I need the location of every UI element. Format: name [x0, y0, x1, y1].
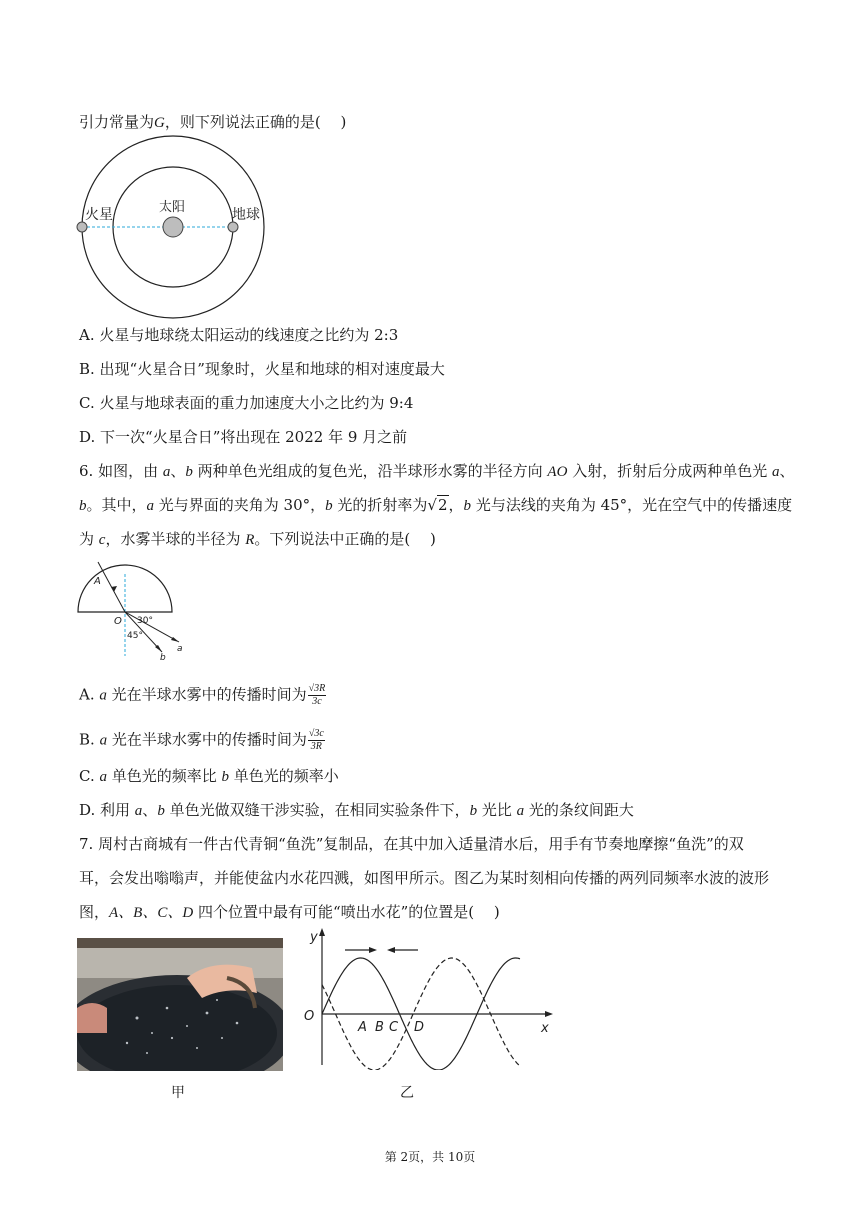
graph-caption-yi: 乙	[400, 1085, 414, 1101]
label-pos-A: A	[358, 1020, 367, 1035]
label-A: A	[94, 576, 101, 587]
photo-caption-jia: 甲	[171, 1085, 185, 1101]
label-mars: 火星	[85, 207, 113, 223]
q7-stem-line3: 图，A、B、C、D 四个位置中最有可能“喷出水花”的位置是( )	[79, 903, 500, 921]
q6-option-d: D. 利用 a、b 单色光做双缝干涉实验，在相同实验条件下，b 光比 a 光的条纹间距大	[79, 801, 634, 819]
label-sun: 太阳	[159, 200, 186, 215]
label-b: b	[160, 653, 166, 663]
label-45deg: 45°	[127, 631, 143, 641]
q5-option-b: B. 出现“火星合日”现象时，火星和地球的相对速度最大	[79, 360, 445, 378]
q6-option-b: B. a 光在半球水雾中的传播时间为 $\frac{√3c}{3R}$	[79, 728, 324, 752]
orbit-diagram	[72, 135, 277, 320]
label-y: y	[310, 930, 318, 945]
label-30deg: 30°	[137, 616, 153, 626]
q5-option-a: A. 火星与地球绕太阳运动的线速度之比约为 2:3	[79, 326, 399, 344]
earth	[228, 222, 238, 232]
q5-option-d: D. 下一次“火星合日”将出现在 2022 年 9 月之前	[79, 428, 408, 446]
label-pos-B: B	[375, 1020, 384, 1035]
fraction-a: $\frac{√3R}{3c}$	[308, 683, 326, 707]
label-pos-C: C	[389, 1020, 399, 1035]
label-a: a	[177, 644, 183, 654]
q6-stem-line1: 6. 如图，由 a、b 两种单色光组成的复色光，沿半球形水雾的半径方向 AO 入射，折射后分成两种单色光 a、	[79, 462, 795, 480]
label-x: x	[541, 1021, 549, 1036]
question-intro-line: 引力常量为G，则下列说法正确的是( )	[79, 113, 347, 131]
label-pos-D: D	[414, 1020, 425, 1035]
refraction-diagram	[74, 560, 194, 670]
q7-stem-line1: 7. 周村古商城有一件古代青铜“鱼洗”复制品，在其中加入适量清水后，用手有节奏地摩擦“鱼洗”的双	[79, 835, 744, 853]
label-earth: 地球	[232, 207, 260, 223]
wave-graph	[300, 925, 562, 1070]
mars	[77, 222, 87, 232]
page-footer: 第 2页，共 10页	[384, 1150, 476, 1164]
fraction-b: $\frac{√3c}{3R}$	[308, 728, 324, 752]
sqrt-two: √2	[427, 496, 448, 514]
label-origin: O	[304, 1009, 315, 1024]
label-O: O	[114, 616, 122, 627]
q6-option-a: A. a 光在半球水雾中的传播时间为 $\frac{√3R}{3c}$	[79, 683, 326, 707]
q5-option-c: C. 火星与地球表面的重力加速度大小之比约为 9:4	[79, 394, 414, 412]
q7-stem-line2: 耳，会发出嗡嗡声，并能使盆内水花四溅，如图甲所示。图乙为某时刻相向传播的两列同频率水波的波形	[79, 869, 770, 887]
q6-option-c: C. a 单色光的频率比 b 单色光的频率小	[79, 767, 339, 785]
q6-stem-line2: b。其中，a 光与界面的夹角为 30°，b 光的折射率为√2，b 光与法线的夹角为 45°，光在空气中的传播速度	[79, 496, 793, 514]
q6-stem-line3: 为 c，水雾半球的半径为 R。下列说法中正确的是( )	[79, 530, 436, 548]
sun	[163, 217, 183, 237]
fish-basin-photo	[77, 938, 283, 1071]
